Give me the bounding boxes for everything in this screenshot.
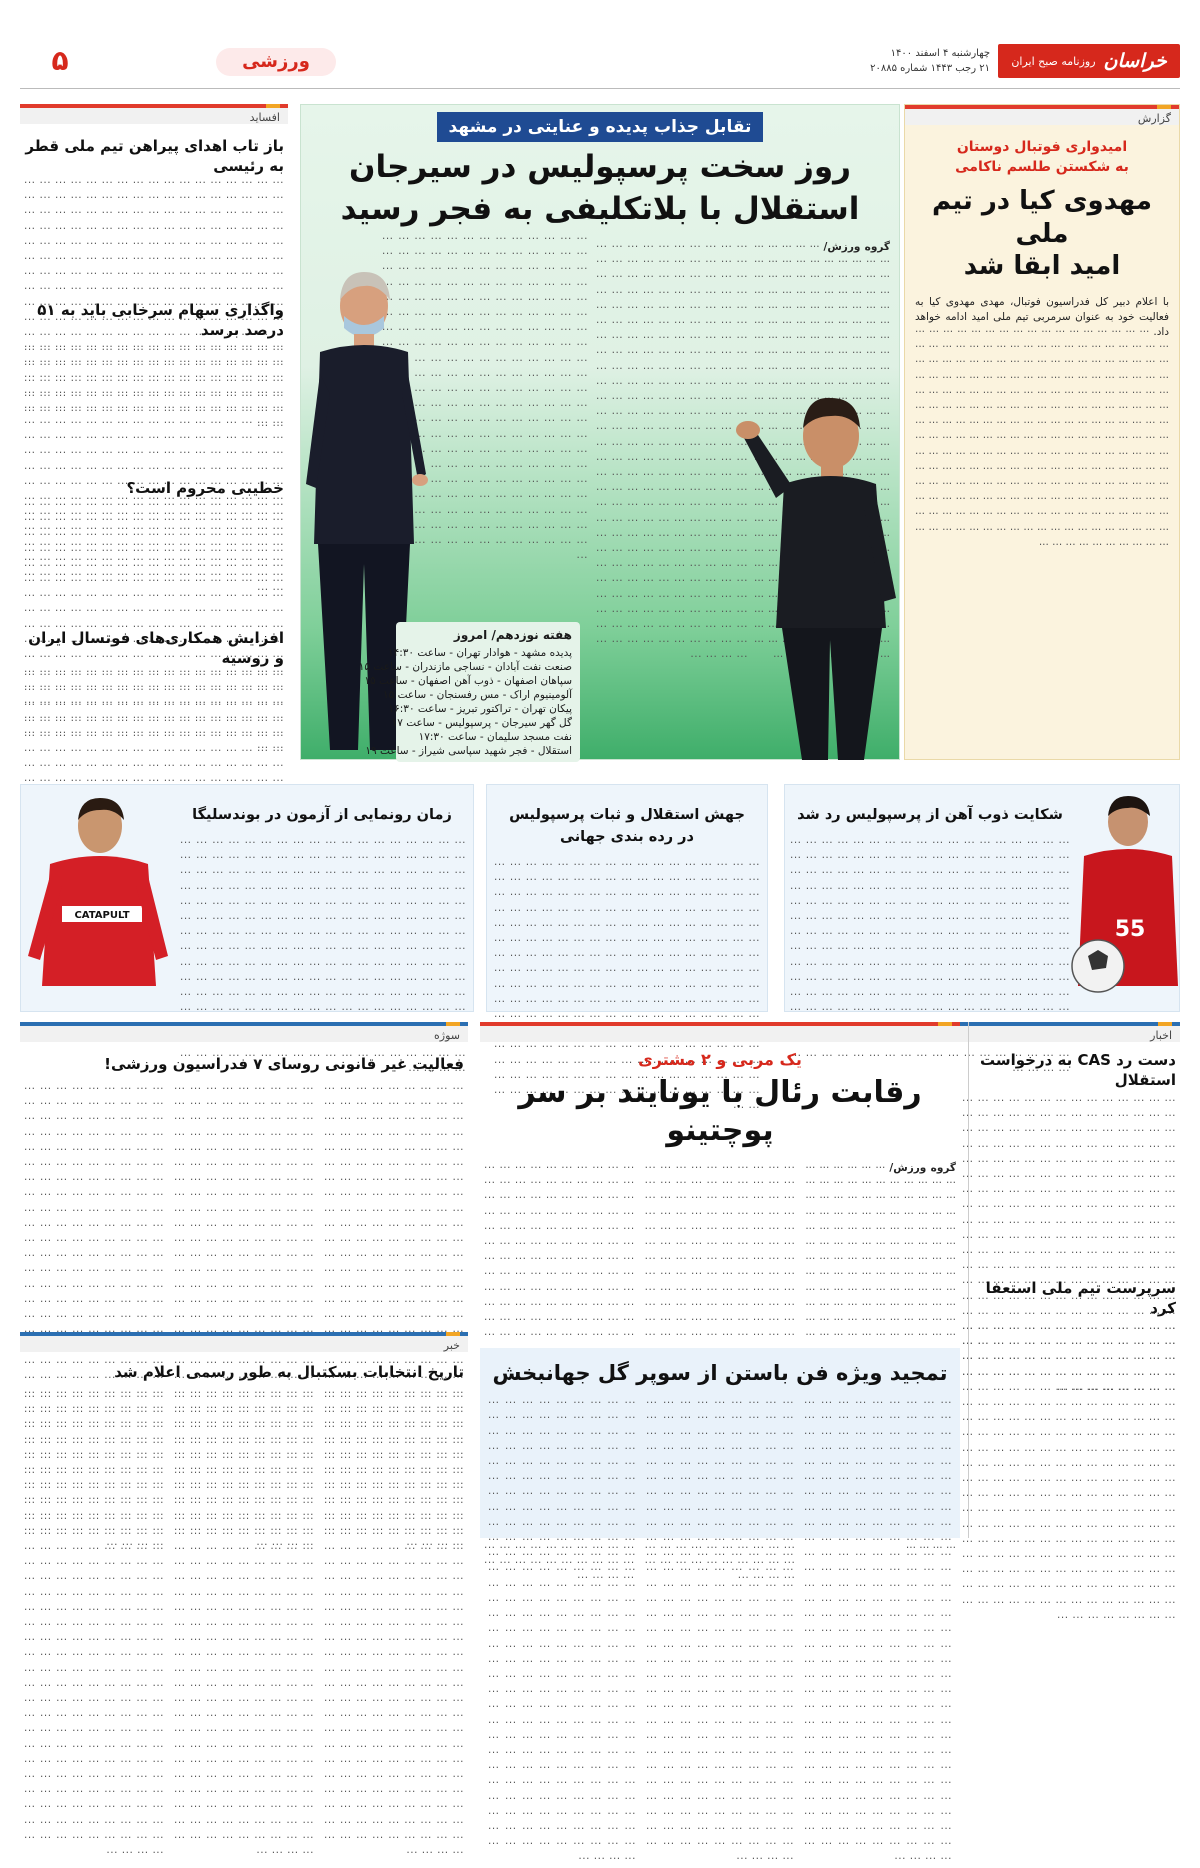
fixture-row: سپاهان اصفهان - ذوب آهن اصفهان - ساعت ۱۵ — [364, 675, 572, 687]
cup-box — [480, 1348, 960, 1538]
feature-col-2 — [596, 240, 748, 750]
feature-headline-1: روز سخت پرسپولیس در سیرجان — [348, 149, 851, 185]
left-bottom-col — [24, 1390, 164, 1482]
khabar-item-body — [962, 1094, 1176, 1270]
player-photo-left — [22, 786, 170, 1010]
strip-card-title: زمان رونمایی از آزمون در بوندسلیگا — [192, 807, 452, 823]
brand-logo: خراسان — [1103, 50, 1167, 72]
left-bottom-tag-2-label: خبر — [443, 1339, 460, 1352]
fixtures-box — [358, 622, 580, 762]
report-headline-2: امید ابقا شد — [963, 251, 1121, 281]
strip-card-body — [494, 858, 760, 1008]
main-bottom-story — [480, 1022, 960, 1338]
report-kicker-1: امیدواری فوتبال دوستان — [956, 139, 1128, 155]
strip-card-title: شکایت ذوب آهن از پرسپولیس رد شد — [797, 807, 1063, 823]
left-item-body — [24, 340, 284, 474]
left-item-body — [24, 498, 284, 624]
left-column-tag — [20, 104, 288, 124]
feature-lead-label: گروه ورزش/ — [823, 241, 890, 253]
fixture-row: پدیده مشهد - هوادار تهران - ساعت ۱۴:۳۰ — [387, 647, 572, 659]
header-rule — [20, 88, 1180, 89]
left-bottom-tag-2 — [20, 1332, 468, 1352]
left-item-body — [24, 176, 284, 296]
report-body-lead: با اعلام دبیر کل فدراسیون فوتبال، مهدی مهدوی کیا به فعالیت خود به عنوان سرمربی تیم ملی امید ادامه خواهد داد. — [915, 295, 1169, 338]
column-divider — [968, 1022, 969, 1538]
report-body — [915, 295, 1169, 791]
left-bottom-tag-1-label: سوژه — [434, 1029, 460, 1042]
report-kicker-2: به شکستن طلسم ناکامی — [955, 159, 1129, 175]
section-label: ورزشی — [216, 48, 336, 76]
fixtures-title: هفته نوزدهم/ امروز — [453, 628, 572, 642]
khabar-item-title: دست رد CAS به درخواست استقلال — [979, 1051, 1176, 1089]
feature-col-1-top — [754, 240, 890, 390]
main-bottom-lead-label: گروه ورزش/ — [889, 1162, 956, 1174]
player-photo-right — [1072, 786, 1178, 1010]
issue-date-line2: ۲۱ رجب ۱۴۴۳ شماره ۲۰۸۸۵ — [870, 63, 990, 74]
feature-banner: تقابل جذاب پدیده و عنایتی در مشهد — [437, 112, 763, 142]
left-bottom-title-1: فعالیت غیر قانونی روسای ۷ فدراسیون ورزشی! — [104, 1055, 464, 1073]
strip-card-body — [790, 836, 1070, 1006]
fixture-row: پیکان تهران - تراکتور تبریز - ساعت ۱۶:۳۰ — [388, 703, 572, 715]
main-bottom-headline: رقابت رئال با یونایتد بر سر پوچتینو — [518, 1075, 922, 1148]
left-item-body — [24, 668, 284, 760]
left-item-title: باز تاب اهدای پیراهن تیم ملی قطر به رئیسی — [25, 137, 284, 175]
fixture-row: استقلال - فجر شهید سپاسی شیراز - ساعت ۱۹ — [365, 745, 572, 757]
khabar-item-body — [962, 1322, 1176, 1584]
report-headline-1: مهدوی کیا در تیم ملی — [932, 186, 1152, 249]
coach-right-icon — [736, 378, 896, 760]
fixture-row: صنعت نفت آبادان - نساجی مازندران - ساعت ۱۵ — [358, 661, 572, 673]
khabar-column — [958, 1022, 1180, 1538]
left-item-title: واگذاری سهام سرخابی باید به ۵۱ درصد برسد — [37, 301, 284, 339]
cup-headline: تمجید ویژه فن باستن از سوپر گل جهانبخش — [492, 1361, 948, 1385]
khabar-tag — [958, 1022, 1180, 1042]
fixture-row: نفت مسجد سلیمان - ساعت ۱۷:۳۰ — [418, 731, 572, 743]
main-bottom-kicker: یک مربی و ۲ مشتری — [638, 1050, 802, 1069]
left-column-tag-label: افساید — [249, 111, 280, 124]
report-box — [904, 104, 1180, 760]
player-right-icon — [1072, 786, 1178, 1010]
khabar-item-title: سرپرست تیم ملی استعفا کرد — [985, 1279, 1176, 1317]
fixture-row: گل گهر سیرجان - پرسپولیس - ساعت ۱۷ — [391, 717, 572, 729]
issue-info — [850, 46, 990, 76]
report-tag — [905, 105, 1179, 125]
left-bottom-column — [20, 1022, 468, 1538]
player-left-icon — [22, 786, 170, 1010]
left-bottom-col — [324, 1390, 464, 1482]
left-bottom-col — [324, 1082, 464, 1318]
cup-col — [488, 1396, 636, 1522]
page-number: ۵ — [51, 44, 69, 77]
left-bottom-col — [174, 1082, 314, 1318]
brand-block[interactable] — [998, 44, 1180, 78]
left-item-title: خطیبی محروم است؟ — [126, 479, 284, 497]
left-bottom-col — [24, 1082, 164, 1318]
report-tag-label: گزارش — [1137, 112, 1171, 125]
fixture-row: آلومینیوم اراک - مس رفسنجان - ساعت ۱۵ — [382, 689, 572, 701]
issue-date-line1: چهارشنبه ۴ اسفند ۱۴۰۰ — [890, 48, 990, 59]
jersey-number: 55 — [1114, 917, 1146, 942]
coach-photo-right — [736, 378, 896, 760]
left-item-title: افزایش همکاری‌های فوتسال ایران و روسیه — [28, 629, 284, 667]
feature-headline-2: استقلال با بلاتکلیفی به فجر رسید — [340, 191, 860, 227]
khabar-tag-label: اخبار — [1150, 1029, 1172, 1042]
cup-col — [646, 1396, 794, 1522]
masthead — [0, 0, 1200, 96]
strip-card-title: جهش استقلال و ثبات پرسپولیس — [509, 807, 745, 823]
cup-col — [804, 1396, 952, 1522]
left-bottom-tag-1 — [20, 1022, 468, 1042]
main-bottom-tag-bar — [480, 1022, 960, 1042]
left-bottom-col — [174, 1390, 314, 1482]
strip-card-body — [180, 836, 466, 1006]
left-bottom-title-2: تاریخ انتخابات بسکتبال به طور رسمی اعلام شد — [114, 1363, 464, 1381]
left-column — [20, 104, 288, 760]
strip-card-title: در رده بندی جهانی — [560, 829, 694, 845]
brand-tagline: روزنامه صبح ایران — [1011, 54, 1096, 68]
sponsor-text: CATAPULT — [74, 910, 130, 921]
